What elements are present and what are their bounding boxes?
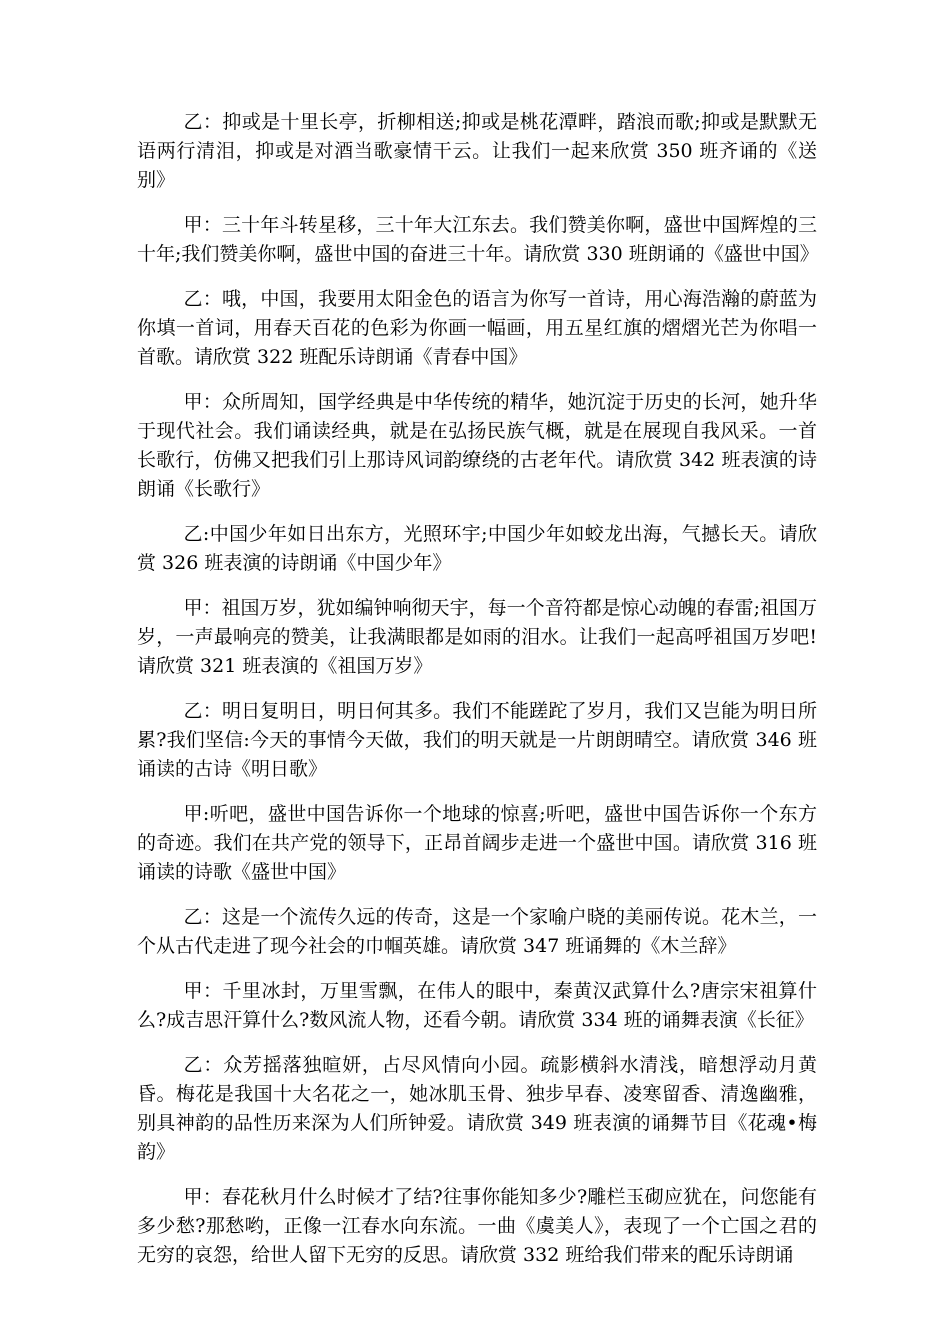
paragraph-12: 甲：春花秋月什么时候才了结?往事你能知多少?雕栏玉砌应犹在，问您能有多少愁?那愁哟，正像一江春水向东流。一曲《虞美人》，表现了一个亡国之君的无穷的哀怨，给世人留下无穷的反思。请欣赏 332 班给我们带来的配乐诗朗诵 (137, 1186, 817, 1266)
paragraph-7: 乙：明日复明日，明日何其多。我们不能蹉跎了岁月，我们又岂能为明日所累?我们坚信:今天的事情今天做，我们的明天就是一片朗朗晴空。请欣赏 346 班诵读的古诗《明日歌》 (137, 700, 817, 780)
paragraph-1: 乙：抑或是十里长亭，折柳相送;抑或是桃花潭畔，踏浪而歌;抑或是默默无语两行清泪，抑或是对酒当歌豪情干云。让我们一起来欣赏 350 班齐诵的《送别》 (137, 111, 817, 191)
paragraph-6: 甲：祖国万岁，犹如编钟响彻天宇，每一个音符都是惊心动魄的春雷;祖国万岁，一声最响亮的赞美，让我满眼都是如雨的泪水。让我们一起高呼祖国万岁吧!请欣赏 321 班表演的《祖国万岁》 (137, 597, 817, 677)
paragraph-10: 甲：千里冰封，万里雪飘，在伟人的眼中，秦黄汉武算什么?唐宗宋祖算什么?成吉思汗算什么?数风流人物，还看今朝。请欣赏 334 班的诵舞表演《长征》 (137, 980, 817, 1031)
paragraph-2: 甲：三十年斗转星移，三十年大江东去。我们赞美你啊，盛世中国辉煌的三十年;我们赞美你啊，盛世中国的奋进三十年。请欣赏 330 班朗诵的《盛世中国》 (137, 214, 819, 265)
paragraph-5: 乙:中国少年如日出东方，光照环宇;中国少年如蛟龙出海，气撼长天。请欣赏 326 班表演的诗朗诵《中国少年》 (137, 523, 817, 574)
paragraph-9: 乙：这是一个流传久远的传奇，这是一个家喻户晓的美丽传说。花木兰，一个从古代走进了现今社会的巾帼英雄。请欣赏 347 班诵舞的《木兰辞》 (137, 906, 817, 957)
paragraph-4: 甲：众所周知，国学经典是中华传统的精华，她沉淀于历史的长河，她升华于现代社会。我们诵读经典，就是在弘扬民族气概，就是在展现自我风采。一首长歌行，仿佛又把我们引上那诗风词韵缭绕的古老年代。请欣赏 342 班表演的诗朗诵《长歌行》 (137, 391, 817, 500)
paragraph-3: 乙：哦，中国，我要用太阳金色的语言为你写一首诗，用心海浩瀚的蔚蓝为你填一首词，用春天百花的色彩为你画一幅画，用五星红旗的熠熠光芒为你唱一首歌。请欣赏 322 班配乐诗朗诵《青春中国》 (137, 288, 817, 368)
paragraph-11: 乙：众芳摇落独暄妍，占尽风情向小园。疏影横斜水清浅，暗想浮动月黄昏。梅花是我国十大名花之一，她冰肌玉骨、独步早春、凌寒留香、清逸幽雅，别具神韵的品性历来深为人们所钟爱。请欣赏 349 班表演的诵舞节目《花魂•梅韵》 (137, 1054, 817, 1163)
document-body (137, 108, 817, 1286)
paragraph-8: 甲:听吧，盛世中国告诉你一个地球的惊喜;听吧，盛世中国告诉你一个东方的奇迹。我们在共产党的领导下，正昂首阔步走进一个盛世中国。请欣赏 316 班诵读的诗歌《盛世中国》 (137, 803, 817, 883)
